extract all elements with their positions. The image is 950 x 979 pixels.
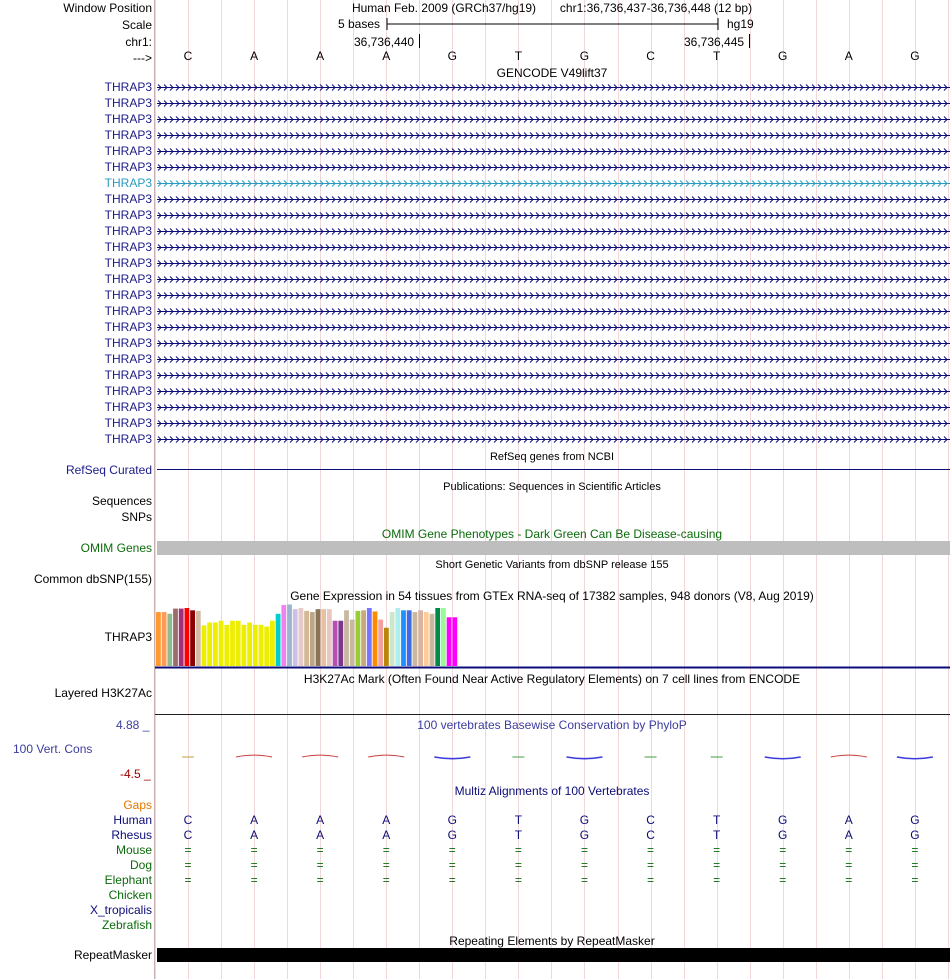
alignment-base: = (713, 858, 721, 872)
gtex-tissue-bar[interactable] (162, 612, 167, 666)
gtex-tissue-bar[interactable] (236, 621, 241, 666)
gtex-tissue-bar[interactable] (441, 608, 446, 666)
gtex-tissue-bar[interactable] (316, 609, 321, 666)
gencode-transcript-line[interactable] (157, 261, 950, 267)
h3k27ac-title: H3K27Ac Mark (Often Found Near Active Regulatory Elements) on 7 cell lines from ENCODE (303, 672, 801, 686)
gencode-track[interactable] (155, 80, 950, 448)
gtex-tissue-bar[interactable] (179, 609, 184, 666)
species-label[interactable]: Zebrafish (101, 918, 152, 932)
gencode-transcript-line[interactable] (157, 357, 950, 363)
species-label[interactable]: X_tropicalis (89, 903, 152, 917)
alignment-base: G (447, 828, 457, 842)
alignment-base: = (779, 858, 787, 872)
species-label[interactable]: Dog (129, 858, 152, 872)
refseq-title: RefSeq genes from NCBI (489, 451, 615, 463)
gencode-transcript-line[interactable] (157, 293, 950, 299)
window-position-label: Window Position (63, 1, 152, 15)
gtex-tissue-bar[interactable] (435, 608, 440, 666)
position-text: chr1:36,736,437-36,736,448 (12 bp) (559, 1, 753, 15)
alignment-base: = (580, 873, 588, 887)
species-alignment-row (155, 888, 950, 902)
base-letter: G (778, 49, 788, 63)
gtex-tissue-bar[interactable] (196, 611, 201, 666)
gencode-transcript-line[interactable] (157, 229, 950, 235)
alignment-base: = (911, 858, 919, 872)
gencode-transcript-label[interactable]: THRAP3 (104, 384, 152, 398)
sequences-label: Sequences (91, 494, 152, 508)
phylop-mark[interactable] (302, 755, 338, 757)
alignment-base: A (316, 828, 325, 842)
alignment-base: T (514, 813, 523, 827)
gtex-tissue-bar[interactable] (207, 623, 212, 667)
alignment-base: G (579, 813, 590, 827)
gencode-transcript-line[interactable] (157, 373, 950, 379)
gtex-tissue-bar[interactable] (304, 611, 309, 666)
base-letter: A (316, 49, 325, 63)
gencode-transcript-label[interactable]: THRAP3 (104, 80, 152, 94)
species-label[interactable]: Human (113, 813, 152, 827)
repeatmasker-title: Repeating Elements by RepeatMasker (449, 934, 655, 948)
phylop-mark[interactable] (236, 755, 272, 757)
gencode-transcript-label[interactable]: THRAP3 (104, 240, 152, 254)
alignment-base: C (183, 813, 193, 827)
alignment-base: = (514, 843, 522, 857)
base-sequence (155, 49, 950, 63)
alignment-base: A (316, 813, 325, 827)
phylop-mark[interactable] (566, 757, 602, 759)
base-letter: T (514, 49, 523, 63)
gtex-label[interactable]: THRAP3 (104, 630, 152, 644)
gtex-tissue-bar[interactable] (270, 621, 275, 666)
alignment-base: A (844, 828, 853, 842)
gtex-title: Gene Expression in 54 tissues from GTEx RNA-seq of 17382 samples, 948 donors (V8, Aug 2019) (290, 589, 814, 603)
gencode-transcript-line[interactable] (157, 197, 950, 203)
alignment-base: = (382, 843, 390, 857)
gencode-transcript-line[interactable] (157, 325, 950, 331)
gtex-tissue-bar[interactable] (167, 614, 172, 666)
gtex-tissue-bar[interactable] (230, 621, 235, 666)
gtex-tissue-bar[interactable] (401, 610, 406, 666)
alignment-base: G (778, 813, 788, 827)
alignment-base: = (316, 873, 324, 887)
alignment-base: = (514, 873, 522, 887)
coord-2: 36,736,445 (684, 35, 745, 49)
gtex-tissue-bar[interactable] (447, 617, 452, 666)
h3k27ac-label[interactable]: Layered H3K27Ac (54, 686, 152, 700)
base-letter: G (447, 49, 457, 63)
species-alignment-row (155, 858, 950, 872)
gencode-transcript-label[interactable]: THRAP3 (104, 192, 152, 206)
gencode-transcript-label[interactable]: THRAP3 (104, 432, 152, 446)
alignment-base: = (382, 858, 390, 872)
gencode-transcript-line[interactable] (157, 213, 950, 219)
gencode-transcript-label[interactable]: THRAP3 (104, 112, 152, 126)
gtex-tissue-bar[interactable] (224, 625, 229, 666)
omim-bar[interactable] (157, 541, 950, 555)
alignment-base: T (712, 828, 721, 842)
gencode-transcript-line[interactable] (157, 165, 950, 171)
alignment-base: = (448, 858, 456, 872)
gencode-transcript-line[interactable] (157, 437, 950, 443)
gtex-tissue-bar[interactable] (247, 623, 252, 667)
phylop-title: 100 vertebrates Basewise Conservation by PhyloP (417, 718, 687, 732)
phylop-track[interactable] (155, 732, 950, 782)
phylop-mark[interactable] (368, 755, 404, 757)
assembly-text: Human Feb. 2009 (GRCh37/hg19) (351, 1, 537, 15)
snps-label: SNPs (121, 510, 152, 524)
phylop-max-label: 4.88 _ (116, 718, 150, 732)
gtex-tissue-bar[interactable] (384, 628, 389, 666)
base-letter: A (250, 49, 259, 63)
gtex-tissue-bar[interactable] (219, 621, 224, 666)
species-label[interactable]: Elephant (104, 873, 152, 887)
gencode-transcript-label[interactable]: THRAP3 (104, 304, 152, 318)
gtex-tissue-bar[interactable] (293, 609, 298, 666)
gtex-tissue-bar[interactable] (373, 611, 378, 666)
gencode-transcript-line[interactable] (157, 245, 950, 251)
gencode-transcript-label[interactable]: THRAP3 (104, 320, 152, 334)
phylop-mark[interactable] (831, 755, 867, 757)
gencode-transcript-label[interactable]: THRAP3 (104, 176, 152, 190)
gencode-transcript-label[interactable]: THRAP3 (104, 288, 152, 302)
coord-2-tick (749, 34, 750, 48)
base-letter: C (646, 49, 655, 63)
alignment-base: = (250, 873, 258, 887)
gtex-tissue-bar[interactable] (333, 621, 338, 666)
species-label[interactable]: Chicken (108, 888, 152, 902)
dbsnp-title: Short Genetic Variants from dbSNP release 155 (435, 559, 669, 571)
gtex-tissue-bar[interactable] (344, 610, 349, 666)
gtex-tissue-bar[interactable] (281, 605, 286, 666)
gencode-transcript-label[interactable]: THRAP3 (104, 160, 152, 174)
gtex-tissue-bar[interactable] (287, 605, 292, 666)
refseq-label[interactable]: RefSeq Curated (65, 463, 152, 477)
gencode-transcript-label[interactable]: THRAP3 (104, 272, 152, 286)
phylop-label[interactable]: 100 Vert. Cons (13, 742, 93, 756)
gtex-tissue-bar[interactable] (327, 609, 332, 666)
gtex-tissue-bar[interactable] (413, 612, 418, 666)
gtex-tissue-bar[interactable] (430, 614, 435, 666)
gtex-tissue-bar[interactable] (156, 612, 161, 666)
gtex-tissue-bar[interactable] (407, 610, 412, 666)
alignment-base: T (514, 828, 523, 842)
scale-bar (385, 17, 721, 31)
species-alignment-row (155, 813, 950, 827)
gencode-transcript-label[interactable]: THRAP3 (104, 224, 152, 238)
repeatmasker-bar[interactable] (157, 948, 950, 962)
gaps-label: Gaps (123, 798, 152, 812)
alignment-base: = (448, 843, 456, 857)
base-letter: G (910, 49, 920, 63)
alignment-base: G (910, 813, 920, 827)
alignment-base: = (647, 873, 655, 887)
alignment-base: = (779, 843, 787, 857)
gtex-tissue-bar[interactable] (213, 623, 218, 667)
alignment-base: = (448, 873, 456, 887)
alignment-base: = (580, 858, 588, 872)
species-alignment-row (155, 843, 950, 857)
gtex-tissue-bar[interactable] (259, 625, 264, 666)
phylop-mark[interactable] (765, 757, 801, 759)
alignment-base: = (250, 858, 258, 872)
alignment-base: = (845, 858, 853, 872)
scale-label: Scale (121, 18, 152, 32)
alignment-base: = (647, 858, 655, 872)
alignment-base: = (184, 873, 192, 887)
gtex-tissue-bar[interactable] (253, 625, 258, 666)
gencode-transcript-line[interactable] (157, 149, 950, 155)
gencode-transcript-line[interactable] (157, 181, 950, 187)
gtex-tissue-bar[interactable] (190, 610, 195, 666)
alignment-base: A (250, 813, 259, 827)
gtex-tissue-bar[interactable] (452, 617, 457, 666)
gtex-tissue-bar[interactable] (395, 608, 400, 666)
gencode-transcript-line[interactable] (157, 421, 950, 427)
gtex-tissue-bar[interactable] (299, 608, 304, 666)
gtex-tissue-bar[interactable] (390, 612, 395, 666)
gencode-transcript-label[interactable]: THRAP3 (104, 352, 152, 366)
alignment-base: C (646, 813, 655, 827)
alignment-base: = (316, 858, 324, 872)
gencode-transcript-label[interactable]: THRAP3 (104, 96, 152, 110)
alignment-base: A (382, 813, 391, 827)
alignment-base: C (183, 828, 193, 842)
gtex-tissue-bar[interactable] (276, 614, 281, 666)
alignment-base: = (911, 873, 919, 887)
coord-1: 36,736,440 (354, 35, 415, 49)
gtex-track[interactable] (155, 600, 950, 670)
coord-1-tick (419, 34, 420, 48)
gencode-transcript-line[interactable] (157, 133, 950, 139)
gtex-tissue-bar[interactable] (361, 610, 366, 666)
base-letter: C (183, 49, 193, 63)
alignment-base: A (382, 828, 391, 842)
alignment-base: = (713, 873, 721, 887)
alignment-base: = (250, 843, 258, 857)
species-alignment-row (155, 873, 950, 887)
phylop-min-label: -4.5 _ (120, 767, 151, 781)
gtex-tissue-bar[interactable] (424, 612, 429, 666)
strand-label: ---> (133, 51, 152, 65)
phylop-mark[interactable] (897, 757, 933, 759)
alignment-base: G (579, 828, 590, 842)
alignment-base: = (580, 843, 588, 857)
gencode-transcript-line[interactable] (157, 309, 950, 315)
multiz-title: Multiz Alignments of 100 Vertebrates (454, 784, 650, 798)
alignment-base: G (910, 828, 920, 842)
alignment-base: T (712, 813, 721, 827)
repeatmasker-label[interactable]: RepeatMasker (73, 948, 152, 962)
gtex-tissue-bar[interactable] (173, 609, 178, 666)
gencode-transcript-line[interactable] (157, 117, 950, 123)
publications-title: Publications: Sequences in Scientific Articles (443, 481, 661, 493)
alignment-base: = (514, 858, 522, 872)
alignment-base: C (646, 828, 655, 842)
gencode-transcript-label[interactable]: THRAP3 (104, 128, 152, 142)
gencode-transcript-label[interactable]: THRAP3 (104, 256, 152, 270)
gtex-tissue-bar[interactable] (356, 611, 361, 666)
gtex-tissue-bar[interactable] (350, 620, 355, 666)
species-alignment-row (155, 918, 950, 932)
gtex-tissue-bar[interactable] (264, 627, 269, 666)
gencode-transcript-label[interactable]: THRAP3 (104, 416, 152, 430)
base-letter: G (579, 49, 590, 63)
alignment-base: = (779, 873, 787, 887)
gencode-transcript-line[interactable] (157, 389, 950, 395)
gtex-tissue-bar[interactable] (418, 610, 423, 666)
alignment-base: = (316, 843, 324, 857)
gencode-transcript-line[interactable] (157, 405, 950, 411)
gtex-tissue-bar[interactable] (338, 621, 343, 666)
omim-title: OMIM Gene Phenotypes - Dark Green Can Be Disease-causing (381, 527, 723, 541)
alignment-base: = (382, 873, 390, 887)
gencode-transcript-label[interactable]: THRAP3 (104, 208, 152, 222)
species-label[interactable]: Rhesus (111, 828, 152, 842)
h3k27ac-baseline (155, 714, 950, 715)
chrom-label: chr1: (125, 35, 152, 49)
alignment-base: = (845, 873, 853, 887)
alignment-base: A (250, 828, 259, 842)
gtex-tissue-bar[interactable] (202, 625, 207, 666)
db-text: hg19 (727, 17, 754, 31)
gencode-transcript-label[interactable]: THRAP3 (104, 400, 152, 414)
alignment-base: G (447, 813, 457, 827)
alignment-base: = (911, 843, 919, 857)
gencode-transcript-label[interactable]: THRAP3 (104, 144, 152, 158)
alignment-base: = (184, 858, 192, 872)
species-alignment-row (155, 903, 950, 917)
base-letter: A (844, 49, 853, 63)
species-alignment-row (155, 828, 950, 842)
gtex-tissue-bar[interactable] (378, 620, 383, 666)
refseq-line[interactable] (157, 469, 950, 470)
gencode-transcript-line[interactable] (157, 277, 950, 283)
gtex-tissue-bar[interactable] (242, 625, 247, 666)
alignment-base: = (713, 843, 721, 857)
phylop-mark[interactable] (434, 757, 470, 759)
alignment-base: A (844, 813, 853, 827)
gtex-tissue-bar[interactable] (310, 612, 315, 666)
alignment-base: = (845, 843, 853, 857)
species-label[interactable]: Mouse (115, 843, 152, 857)
gtex-tissue-bar[interactable] (321, 609, 326, 666)
dbsnp-label: Common dbSNP(155) (33, 572, 152, 586)
gtex-tissue-bar[interactable] (367, 608, 372, 666)
gencode-transcript-line[interactable] (157, 85, 950, 91)
gencode-transcript-line[interactable] (157, 101, 950, 107)
scale-text: 5 bases (338, 17, 381, 31)
gencode-transcript-label[interactable]: THRAP3 (104, 368, 152, 382)
alignment-base: = (184, 843, 192, 857)
base-letter: T (712, 49, 721, 63)
alignment-base: G (778, 828, 788, 842)
gencode-transcript-line[interactable] (157, 341, 950, 347)
gencode-transcript-label[interactable]: THRAP3 (104, 336, 152, 350)
base-letter: A (382, 49, 391, 63)
alignment-base: = (647, 843, 655, 857)
gencode-title: GENCODE V49lift37 (496, 66, 608, 80)
omim-label[interactable]: OMIM Genes (80, 541, 152, 555)
gtex-tissue-bar[interactable] (185, 608, 190, 666)
